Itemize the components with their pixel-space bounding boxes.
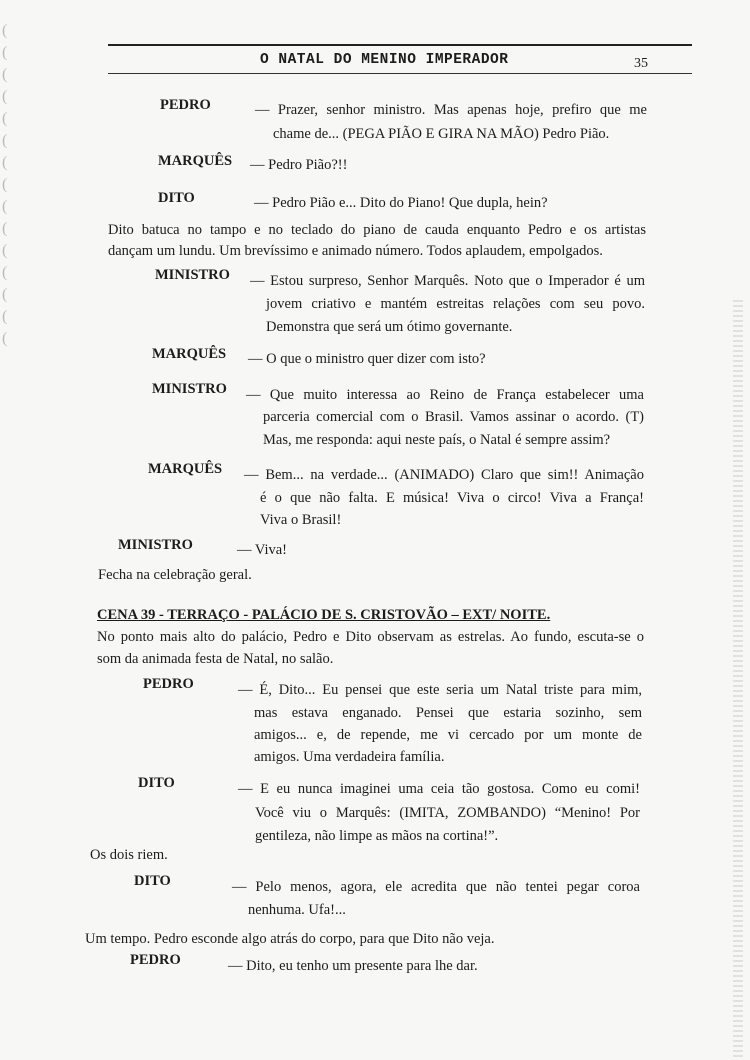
speaker-name: DITO	[134, 873, 171, 889]
dialogue-line: nenhuma. Ufa!...	[248, 902, 346, 918]
speaker-name: MARQUÊS	[148, 461, 223, 477]
dialogue-line: — Viva!	[237, 542, 288, 558]
speaker-name: DITO	[158, 190, 195, 206]
speaker-name: MINISTRO	[118, 537, 193, 553]
dialogue-line: é o que não falta. E música! Viva o circo! Viva a França!	[260, 490, 644, 506]
dialogue-line: — Pedro Pião e... Dito do Piano! Que dupla, hein?	[254, 195, 548, 211]
dialogue-line: — Pelo menos, agora, ele acredita que não tentei pegar coroa	[232, 879, 640, 895]
action-line: Os dois riem.	[90, 847, 168, 863]
speaker-name: PEDRO	[143, 676, 194, 692]
action-line: Dito batuca no tampo e no teclado do piano de cauda enquanto Pedro e os artistas	[108, 222, 646, 238]
page-header-title: O NATAL DO MENINO IMPERADOR	[260, 52, 509, 68]
action-line: No ponto mais alto do palácio, Pedro e Dito observam as estrelas. Ao fundo, escuta-se o	[97, 629, 644, 645]
dialogue-line: Demonstra que será um ótimo governante.	[266, 319, 513, 335]
dialogue-line: — Prazer, senhor ministro. Mas apenas hoje, prefiro que me	[255, 102, 647, 118]
dialogue-line: amigos. Uma verdadeira família.	[254, 749, 445, 765]
dialogue-line: jovem criativo e mantém estreitas relações com seu povo.	[266, 296, 645, 312]
dialogue-line: amigos... e, de repende, me vi cercado por um monte de	[254, 727, 642, 743]
speaker-name: DITO	[138, 775, 175, 791]
dialogue-line: — Estou surpreso, Senhor Marquês. Noto que o Imperador é um	[250, 273, 645, 289]
scene-heading: CENA 39 - TERRAÇO - PALÁCIO DE S. CRISTOVÃO – EXT/ NOITE.	[97, 607, 551, 623]
dialogue-line: chame de... (PEGA PIÃO E GIRA NA MÃO) Pedro Pião.	[273, 126, 610, 142]
page-number: 35	[634, 56, 648, 71]
action-line: Fecha na celebração geral.	[98, 567, 252, 583]
header-rule-top	[108, 44, 692, 46]
speaker-name: PEDRO	[160, 97, 211, 113]
dialogue-line: — Bem... na verdade... (ANIMADO) Claro que sim!! Animação	[244, 467, 644, 483]
dialogue-line: — E eu nunca imaginei uma ceia tão gostosa. Como eu comi!	[238, 781, 640, 797]
dialogue-line: parceria comercial com o Brasil. Vamos assinar o acordo. (T)	[263, 409, 644, 425]
action-line: dançam um lundu. Um brevíssimo e animado número. Todos aplaudem, empolgados.	[108, 243, 603, 259]
dialogue-line: Mas, me responda: aqui neste país, o Natal é sempre assim?	[263, 432, 611, 448]
speaker-name: PEDRO	[130, 952, 181, 968]
speaker-name: MINISTRO	[155, 267, 230, 283]
header-rule-bottom	[108, 73, 692, 74]
speaker-name: MARQUÊS	[152, 346, 227, 362]
dialogue-line: Viva o Brasil!	[260, 512, 342, 528]
speaker-name: MARQUÊS	[158, 153, 233, 169]
action-line: som da animada festa de Natal, no salão.	[97, 651, 334, 667]
dialogue-line: Você viu o Marquês: (IMITA, ZOMBANDO) “Menino! Por	[255, 805, 640, 821]
dialogue-line: — É, Dito... Eu pensei que este seria um Natal triste para mim,	[238, 682, 642, 698]
margin-marks-decoration: ( ( ( ( ( ( ( ( ( ( ( ( ( ( (	[2, 22, 8, 347]
action-line: Um tempo. Pedro esconde algo atrás do corpo, para que Dito não veja.	[85, 931, 495, 947]
dialogue-line: — Pedro Pião?!!	[250, 157, 348, 173]
dialogue-line: — Que muito interessa ao Reino de França estabelecer uma	[246, 387, 644, 403]
dialogue-line: — Dito, eu tenho um presente para lhe dar.	[228, 958, 478, 974]
speaker-name: MINISTRO	[152, 381, 227, 397]
page-edge-decoration	[733, 300, 743, 1060]
dialogue-line: gentileza, não limpe as mãos na cortina!”.	[255, 828, 499, 844]
dialogue-line: mas estava enganado. Pensei que estaria sozinho, sem	[254, 705, 642, 721]
dialogue-line: — O que o ministro quer dizer com isto?	[248, 351, 486, 367]
